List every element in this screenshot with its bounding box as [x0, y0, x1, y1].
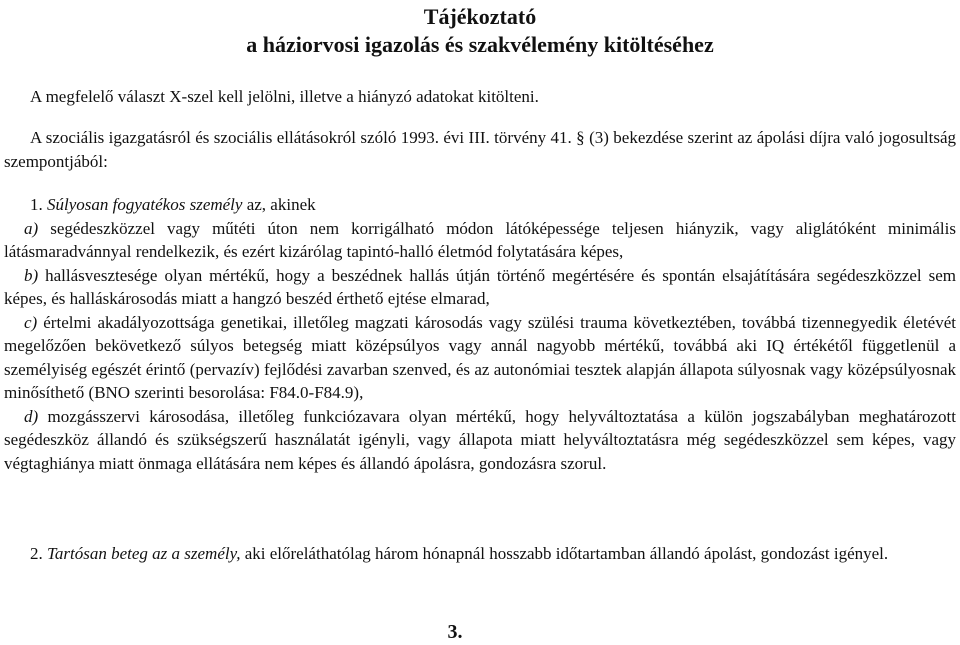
item1-d [4, 405, 956, 476]
item1-number: 1. [30, 195, 43, 214]
item1-c-label: c) [24, 312, 38, 332]
item1-term: Súlyosan fogyatékos személy [47, 195, 243, 214]
page-number: 3. [447, 621, 463, 643]
item2-rest: aki előreláthatólag három hónapnál hosszabb időtartamban állandó ápolást, gondozást igényel. [240, 544, 889, 563]
item2-term: Tartósan beteg az a személy, [47, 544, 241, 563]
list-item-1 [4, 193, 956, 475]
item1-d-label: d) [24, 406, 39, 426]
item1-d-text: mozgásszervi károsodása, illetőleg funkciózavara olyan mértékű, hogy helyváltoztatása a külön jogszabályban meghatározott segédeszköz állandó és szükségszerű használatát igényli, vagy állapota miatt helyváltoztatásra még segédeszközzel sem képes, vagy végtaghiánya miatt önmaga ellátására nem képes és állandó ápolásra, gondozásra szorul. [4, 406, 956, 473]
item1-b [4, 264, 956, 311]
document-title: Tájékoztató [423, 4, 537, 29]
item1-c-text: értelmi akadályozottsága genetikai, illetőleg magzati károsodás vagy szülési trauma következtében, továbbá tizennegyedik életévét megelőzően bekövetkező súlyos betegség miatt középsúlyos vagy annál nagyobb mértékű, továbbá aki IQ értékétől függetlenül a személyiség egészét érintő (pervazív) fejlődési zavarban szenved, és az autonómiai tesztek alapján állapota súlyosnak vagy középsúlyosnak minősíthető (BNO szerinti besorolása: F84.0-F84.9), [4, 312, 956, 402]
item1-c [4, 311, 956, 405]
item1-b-text: hallásvesztesége olyan mértékű, hogy a beszédnek hallás útján történő megértésére és spontán elsajátítására segédeszközzel sem képes, és halláskárosodás miatt a hangzó beszéd érthető ejtése elmarad, [4, 265, 956, 308]
item1-rest: az, akinek [242, 195, 316, 214]
item1-b-label: b) [24, 265, 39, 285]
item1-a-text: segédeszközzel vagy műtéti úton nem korrigálható módon látóképessége teljesen hiányzik, vagy aliglátóként minimális látásmaradvánnyal rendelkezik, és ezért kizárólag tapintó-halló életmód folytatására képes, [4, 218, 956, 261]
instruction-paragraph: A megfelelő választ X-szel kell jelölni, illetve a hiányzó adatokat kitölteni. [30, 87, 539, 106]
document-subtitle: a háziorvosi igazolás és szakvélemény kitöltéséhez [246, 32, 714, 57]
item2-number: 2. [30, 544, 43, 563]
item1-a-label: a) [24, 218, 39, 238]
list-item-2 [4, 542, 956, 566]
intro-paragraph: A szociális igazgatásról és szociális ellátásokról szóló 1993. évi III. törvény 41. § (3) bekezdése szerint az ápolási díjra való jogosultság szempontjából: [4, 128, 956, 171]
item1-heading [4, 193, 956, 217]
item1-a [4, 217, 956, 264]
